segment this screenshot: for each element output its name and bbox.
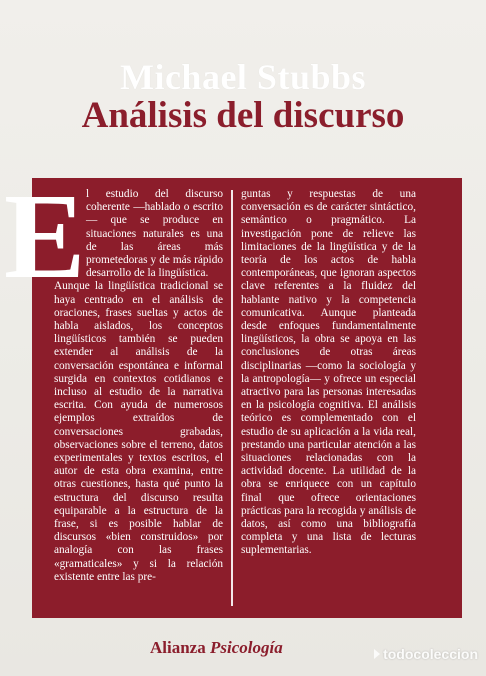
- watermark-text: todocoleccion: [383, 646, 478, 662]
- blurb-column-right: guntas y respuestas de una conversación es de carácter sintáctico, semántico o pragmático. La investigación pone de relieve las limitaciones de la lingüística y de la teoría de los actos de habla contemporáneas, que ignoran aspectos clave referentes a la fluidez del hablante nativo y la competencia comunicativa. Aunque planteada desde enfoques fundamentalmente lingüísticos, la obra se apoya en las conclusiones de otras áreas disciplinarias —como la sociología y la antropología— y ofrece un especial atractivo para las personas interesadas en la psicología cognitiva. El análisis teórico es complementado con el estudio de su aplicación a la vida real, prestando una particular atención a las situaciones relacionadas con la actividad docente. La utilidad de la obra se enriquece con un capítulo final que ofrece orientaciones prácticas para la recogida y análisis de datos, así como una bibliografía completa y una lista de lecturas suplementarias.: [241, 188, 416, 557]
- column-divider: [231, 190, 233, 606]
- watermark-play-icon: [374, 649, 380, 659]
- author-name: Michael Stubbs: [119, 57, 367, 97]
- blurb-left-body: Aunque la lingüística tradicional se haya centrado en el análisis de oraciones, frases sueltas y actos de habla aislados, los conceptos lingüísticos también se pueden extender al análisis de la conversación espontánea e informal surgida en contextos cotidianos e incluso al estudio de la narrativa escrita. Con ayuda de numerosos ejemplos extraídos de conversaciones grabadas, observaciones sobre el terreno, datos experimentales y textos escritos, el autor de esta obra examina, entre otras cuestiones, hasta qué punto la estructura del discurso resulta equiparable a la estructura de la frase, si es posible hablar de discursos «bien construidos» por analogía con las frases «gramaticales» y si la relación existente entre las pre-: [54, 280, 223, 583]
- publisher-name: Alianza: [150, 638, 206, 657]
- blurb-lead: l estudio del discurso coherente —hablado o escrito— que se produce en situaciones naturales es una de las áreas más prometedoras y de más rápido desarrollo de la lingüística.: [86, 188, 223, 280]
- watermark: [374, 646, 478, 662]
- series-name: Psicología: [209, 638, 283, 657]
- blurb-column-left: [54, 188, 223, 584]
- drop-cap: E: [4, 169, 86, 304]
- book-title: Análisis del discurso: [81, 95, 405, 136]
- publisher-imprint: [150, 638, 283, 658]
